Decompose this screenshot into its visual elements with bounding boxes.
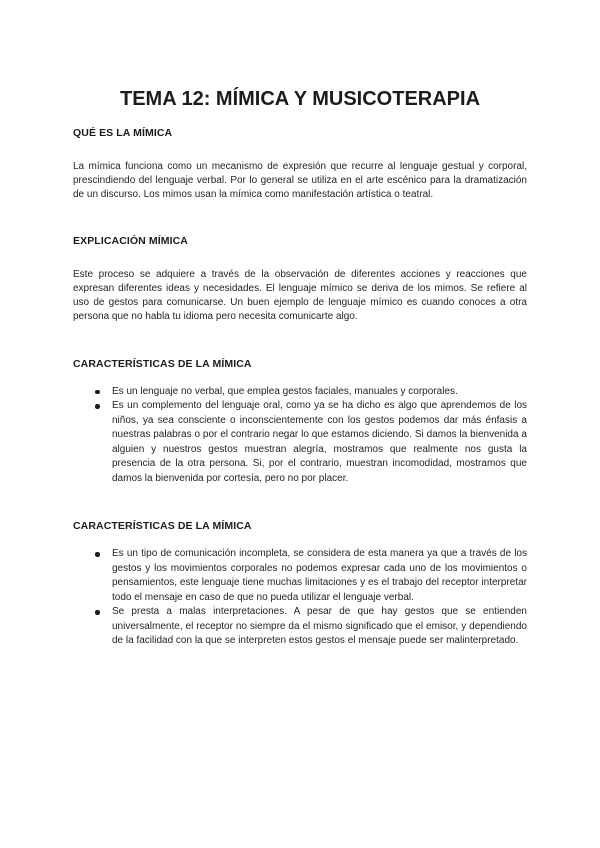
bullet-list: [73, 547, 527, 649]
section-heading: CARACTERÍSTICAS DE LA MÍMICA: [73, 520, 252, 533]
paragraph: La mímica funciona como un mecanismo de expresión que recurre al lenguaje gestual y corporal, prescindiendo del lenguaje verbal. Por lo general se utiliza en el arte escénico para la dramatización de un discurso. Los mimos usan la mímica como manifestación artística o teatral.: [73, 161, 527, 200]
bullet-marker-icon: [95, 404, 100, 409]
list-item: [73, 547, 527, 605]
section-que-es-la-mimica: [73, 127, 527, 201]
section-caracteristicas-1: [73, 358, 527, 487]
section-heading: CARACTERÍSTICAS DE LA MÍMICA: [73, 357, 252, 370]
paragraph: Este proceso se adquiere a través de la observación de diferentes acciones y reacciones que expresan diferentes ideas y necesidades. El lenguaje mímico se deriva de los mimos. Se refiere al uso de gestos para comunicarse. Un buen ejemplo de lenguaje mímico es cuando conoces a otra persona que no habla tu idioma pero necesita comunicarte algo.: [73, 269, 527, 322]
bullet-text: Es un tipo de comunicación incompleta, se considera de esta manera ya que a través de los gestos y los movimientos corporales no podemos expresar cada uno de los movimientos o pensamientos, este lenguaje tiene muchas limitaciones y es el trabajo del receptor interpretar todo el mensaje en caso de que no pueda utilizar el lenguaje verbal.: [112, 548, 527, 603]
bullet-list: [73, 385, 527, 487]
section-explicacion-mimica: [73, 235, 527, 323]
bullet-marker-icon: [95, 390, 100, 395]
page-title: TEMA 12: MÍMICA Y MUSICOTERAPIA: [119, 88, 481, 110]
section-heading: QUÉ ES LA MÍMICA: [73, 127, 173, 139]
bullet-text: Se presta a malas interpretaciones. A pesar de que hay gestos que se entienden universalmente, el receptor no siempre da el mismo significado que el emisor, y dependiendo de la facilidad con la que se interpreten estos gestos el mensaje puede ser malinterpretado.: [112, 606, 527, 647]
bullet-text: Es un lenguaje no verbal, que emplea gestos faciales, manuales y corporales.: [112, 385, 458, 397]
section-heading: EXPLICACIÓN MÍMICA: [73, 235, 188, 248]
list-item: [73, 385, 527, 400]
bullet-text: Es un complemento del lenguaje oral, como ya se ha dicho es algo que aprendemos de los niños, ya sea consciente o inconscientemente con los gestos podemos dar más énfasis a nuestras palabras o por el contrario negar lo que estamos diciendo. Si damos la bienvenida a alguien y nuestros gestos muestran alegría, mostramos que realmente nos gusta la presencia de la otra persona. Si, por el contrario, muestran incomodidad, mostramos que damos la bienvenida por cortesía, pero no por placer.: [112, 400, 527, 484]
bullet-marker-icon: [95, 610, 100, 615]
section-caracteristicas-2: [73, 520, 527, 649]
list-item: [73, 605, 527, 649]
list-item: [73, 399, 527, 486]
bullet-marker-icon: [95, 552, 100, 557]
